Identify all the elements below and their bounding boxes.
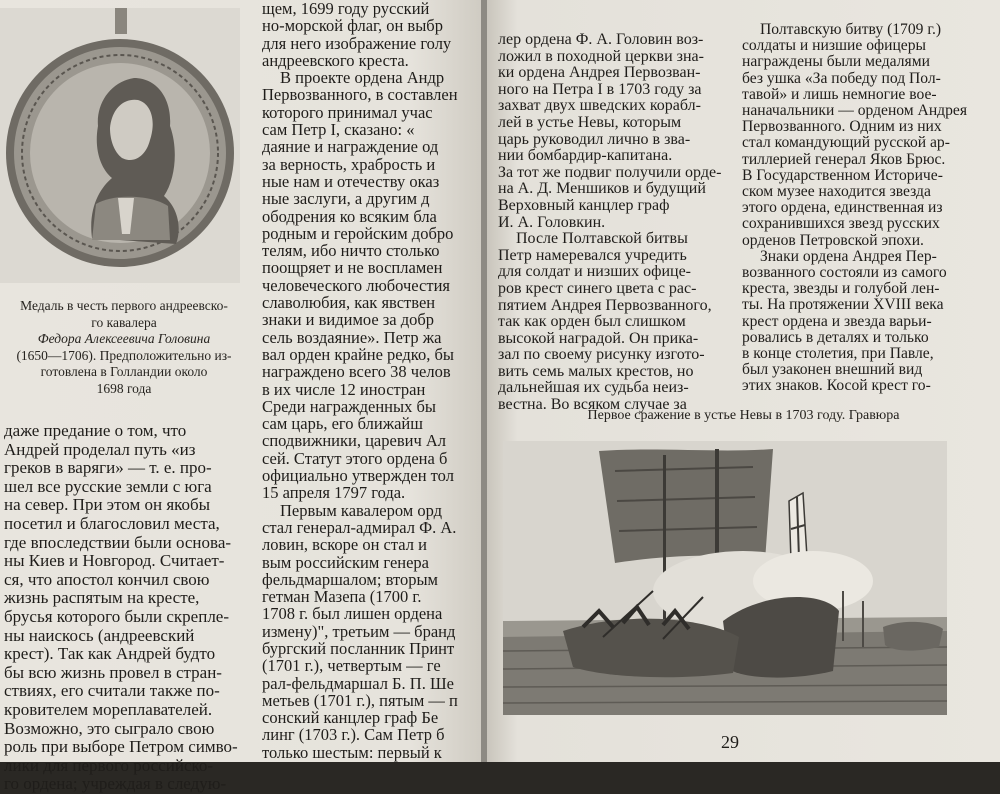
medal-caption-line: 1698 года	[96, 380, 152, 396]
text-line: солдаты и низшие офицеры	[742, 37, 926, 55]
text-line: жизнь распятым на кресте,	[4, 588, 200, 608]
text-line: После Полтавской битвы	[516, 230, 688, 248]
text-line: бургский посланник Принт	[262, 638, 455, 658]
text-line: ровались в деталях и только	[742, 328, 929, 346]
text-line: лей в устье Невы, которым	[498, 113, 682, 131]
text-line: пятием Андрея Первозванного,	[498, 296, 712, 314]
text-line: которого принимал учас	[262, 102, 433, 122]
text-line: измену)", третьим — бранд	[262, 621, 456, 641]
page-number: 29	[721, 732, 739, 752]
text-line: крест). Так как Андрей будто	[4, 644, 216, 664]
text-line: в конце столетия, при Павле,	[742, 345, 934, 363]
text-line: вить семь малых крестов, но	[498, 362, 694, 380]
medal-illustration	[0, 8, 240, 283]
text-line: Первозванного, в составлен	[262, 85, 458, 105]
text-line: Первозванного. Одним из них	[742, 118, 942, 136]
text-line: стал командующий русской ар-	[742, 134, 950, 152]
text-line: награждены были медалями	[742, 53, 930, 71]
text-line: гетман Мазепа (1700 г.	[262, 587, 422, 607]
text-line: сонский канцлер граф Бе	[262, 708, 439, 728]
text-line: наначальники — орденом Андрея	[742, 102, 967, 120]
text-line: тиллерией генерал Яков Брюс.	[742, 150, 946, 168]
text-line: брусья которого были скрепле-	[4, 606, 230, 626]
text-line: возванного состояли из самого	[742, 264, 947, 282]
medal-caption-line: готовлена в Голландии около	[40, 364, 208, 379]
text-line: Петр намеревался учредить	[498, 246, 687, 264]
text-line: славолюбия, как явствен	[262, 293, 436, 313]
text-line: ны наискось (андреевский	[4, 625, 195, 645]
medal-caption-line: (1650—1706). Предположительно из-	[16, 347, 232, 363]
text-line: андреевского креста.	[262, 50, 409, 70]
text-line: поощряет и не воспламен	[262, 258, 443, 278]
text-column-b	[262, 0, 482, 761]
text-line: тавой» и лишь немногие вое-	[742, 85, 937, 103]
text-line: го ордена; учреждая в следую-	[4, 774, 227, 794]
text-line: ободрения ко всяким бла	[262, 206, 437, 226]
medal-caption-line: Медаль в честь первого андреевско-	[20, 298, 228, 313]
text-line: линг (1703 г.). Сам Петр б	[262, 725, 445, 745]
text-line: роль при выборе Петром симво-	[4, 737, 238, 757]
text-line: метьев (1701 г.), пятым — п	[262, 690, 458, 710]
text-line: бы всю жизнь провел в стран-	[4, 662, 222, 682]
text-line: без ушка «За победу под Пол-	[742, 69, 941, 87]
text-line: дальнейшая их судьба неиз-	[498, 379, 689, 397]
text-line: Андрей проделал путь «из	[4, 439, 196, 459]
text-line: И. А. Головкин.	[498, 213, 606, 231]
text-line: Полтавскую битву (1709 г.)	[760, 21, 942, 38]
text-line: даяние и награждение од	[262, 137, 439, 157]
text-line: греков в варяги» — т. е. про-	[4, 458, 212, 478]
text-line: в их числе 12 иностран	[262, 379, 426, 399]
text-line: сей. Статут этого ордена б	[262, 448, 448, 468]
text-line: ров крест синего цвета с рас-	[498, 279, 697, 297]
text-line: крест ордена и звезда варьи-	[742, 312, 932, 330]
text-line: 1708 г. был лишен ордена	[262, 604, 443, 624]
text-line: орденов Петровской эпохи.	[742, 231, 924, 249]
text-line: был узаконен внешний вид	[742, 361, 923, 379]
text-line: посетил и благословил места,	[4, 513, 220, 533]
text-line: сподвижники, царевич Ал	[262, 431, 447, 451]
text-line: рал-фельдмаршал Б. П. Ше	[262, 673, 454, 693]
text-line: вал орден крайне редко, бы	[262, 344, 454, 364]
text-column-c	[498, 32, 726, 414]
text-line: фельдмаршалом; вторым	[262, 569, 438, 589]
text-line: ложил в походной церкви зна-	[498, 47, 704, 65]
naval-battle-engraving	[503, 441, 947, 715]
text-line: ском музее находится звезда	[742, 183, 931, 201]
text-line: за верность, храбрость и	[262, 154, 436, 174]
text-column-d	[742, 22, 968, 395]
text-line: В проекте ордена Андр	[280, 68, 445, 88]
text-line: зал по своему рисунку изгото-	[498, 346, 705, 364]
text-line: царь руководил лично в зва-	[498, 130, 691, 148]
text-line: кровителем мореплавателей.	[4, 699, 213, 719]
medal-caption-name: Федора Алексеевича Головина	[37, 331, 211, 346]
text-line: официально утвержден тол	[262, 466, 454, 486]
text-line: человеческого любочестия	[262, 275, 450, 295]
text-line: даже предание о том, что	[4, 421, 187, 440]
text-line: ся, что апостол кончил свою	[4, 569, 210, 589]
text-column-a	[4, 422, 248, 794]
text-line: креста, звезды и голубой лен-	[742, 280, 940, 298]
engraving-caption: Первое сражение в устье Невы в 1703 году. Гравюра	[587, 408, 900, 423]
text-line: телям, ибо ничто столько	[262, 241, 440, 261]
text-line: ны Киев и Новгород. Считает-	[4, 551, 225, 571]
text-line: где впоследствии были основа-	[4, 532, 232, 552]
text-line: на север. При этом он якобы	[4, 495, 211, 515]
text-line: сель воздаяние». Петр жа	[262, 327, 442, 347]
text-line: ные заслуги, а другим д	[262, 189, 430, 209]
text-line: стал генерал-адмирал Ф. А.	[262, 517, 457, 537]
text-line: этого ордена, единственная из	[742, 199, 943, 217]
text-line: только шестым: первый к	[262, 742, 442, 762]
text-line: вестна. Во всяком случае за	[498, 396, 687, 414]
text-line: сам Петр I, сказано: «	[262, 120, 415, 140]
text-line: вым российским генера	[262, 552, 429, 572]
text-line: знаки и видимое за добр	[262, 310, 435, 330]
text-line: лики для первого российско-	[4, 755, 214, 775]
text-line: ные нам и отечеству оказ	[262, 171, 440, 191]
text-line: В Государственном Историче-	[742, 166, 943, 184]
text-line: ты. На протяжении XVIII века	[742, 296, 944, 314]
text-line: Верховный канцлер граф	[498, 196, 670, 214]
text-line: этих знаков. Косой крест го-	[742, 377, 931, 395]
text-line: Первым кавалером орд	[280, 500, 443, 520]
text-line: ствиях, его считали также по-	[4, 681, 220, 701]
text-line: сам царь, его ближайш	[262, 414, 423, 434]
text-line: ловин, вскоре он стал и	[262, 535, 427, 555]
text-line: ного на Петра I в 1703 году за	[498, 80, 702, 98]
left-page	[0, 0, 483, 794]
medal-caption-line: го кавалера	[91, 314, 157, 330]
text-line: на А. Д. Меншиков и будущий	[498, 180, 706, 198]
medal-caption	[0, 298, 248, 397]
text-line: 15 апреля 1797 года.	[262, 483, 406, 503]
text-line: так как орден был слишком	[498, 313, 686, 331]
text-line: Среди награжденных бы	[262, 396, 436, 416]
text-line: но-морской флаг, он выбр	[262, 16, 443, 36]
text-line: Возможно, это сыграло свою	[4, 718, 215, 738]
text-line: захват двух шведских корабл-	[498, 97, 701, 115]
text-line: шел все русские земли с юга	[4, 476, 212, 496]
text-line: Знаки ордена Андрея Пер-	[760, 247, 937, 265]
text-line: (1701 г.), четвертым — ге	[262, 656, 441, 676]
text-line: награждено всего 38 челов	[262, 362, 451, 382]
text-line: высокой наградой. Он прика-	[498, 329, 699, 347]
text-line: лер ордена Ф. А. Головин воз-	[498, 31, 704, 48]
text-line: родным и геройским добро	[262, 223, 454, 243]
text-line: для солдат и низших офице-	[498, 263, 691, 281]
text-line: щем, 1699 году русский	[262, 0, 430, 18]
text-line: За тот же подвиг получили орде-	[498, 163, 722, 181]
text-line: для него изображение голу	[262, 33, 452, 53]
text-line: нии бомбардир-капитана.	[498, 147, 673, 165]
text-line: сохранившихся звезд русских	[742, 215, 940, 233]
text-line: ки ордена Андрея Первозван-	[498, 64, 701, 82]
